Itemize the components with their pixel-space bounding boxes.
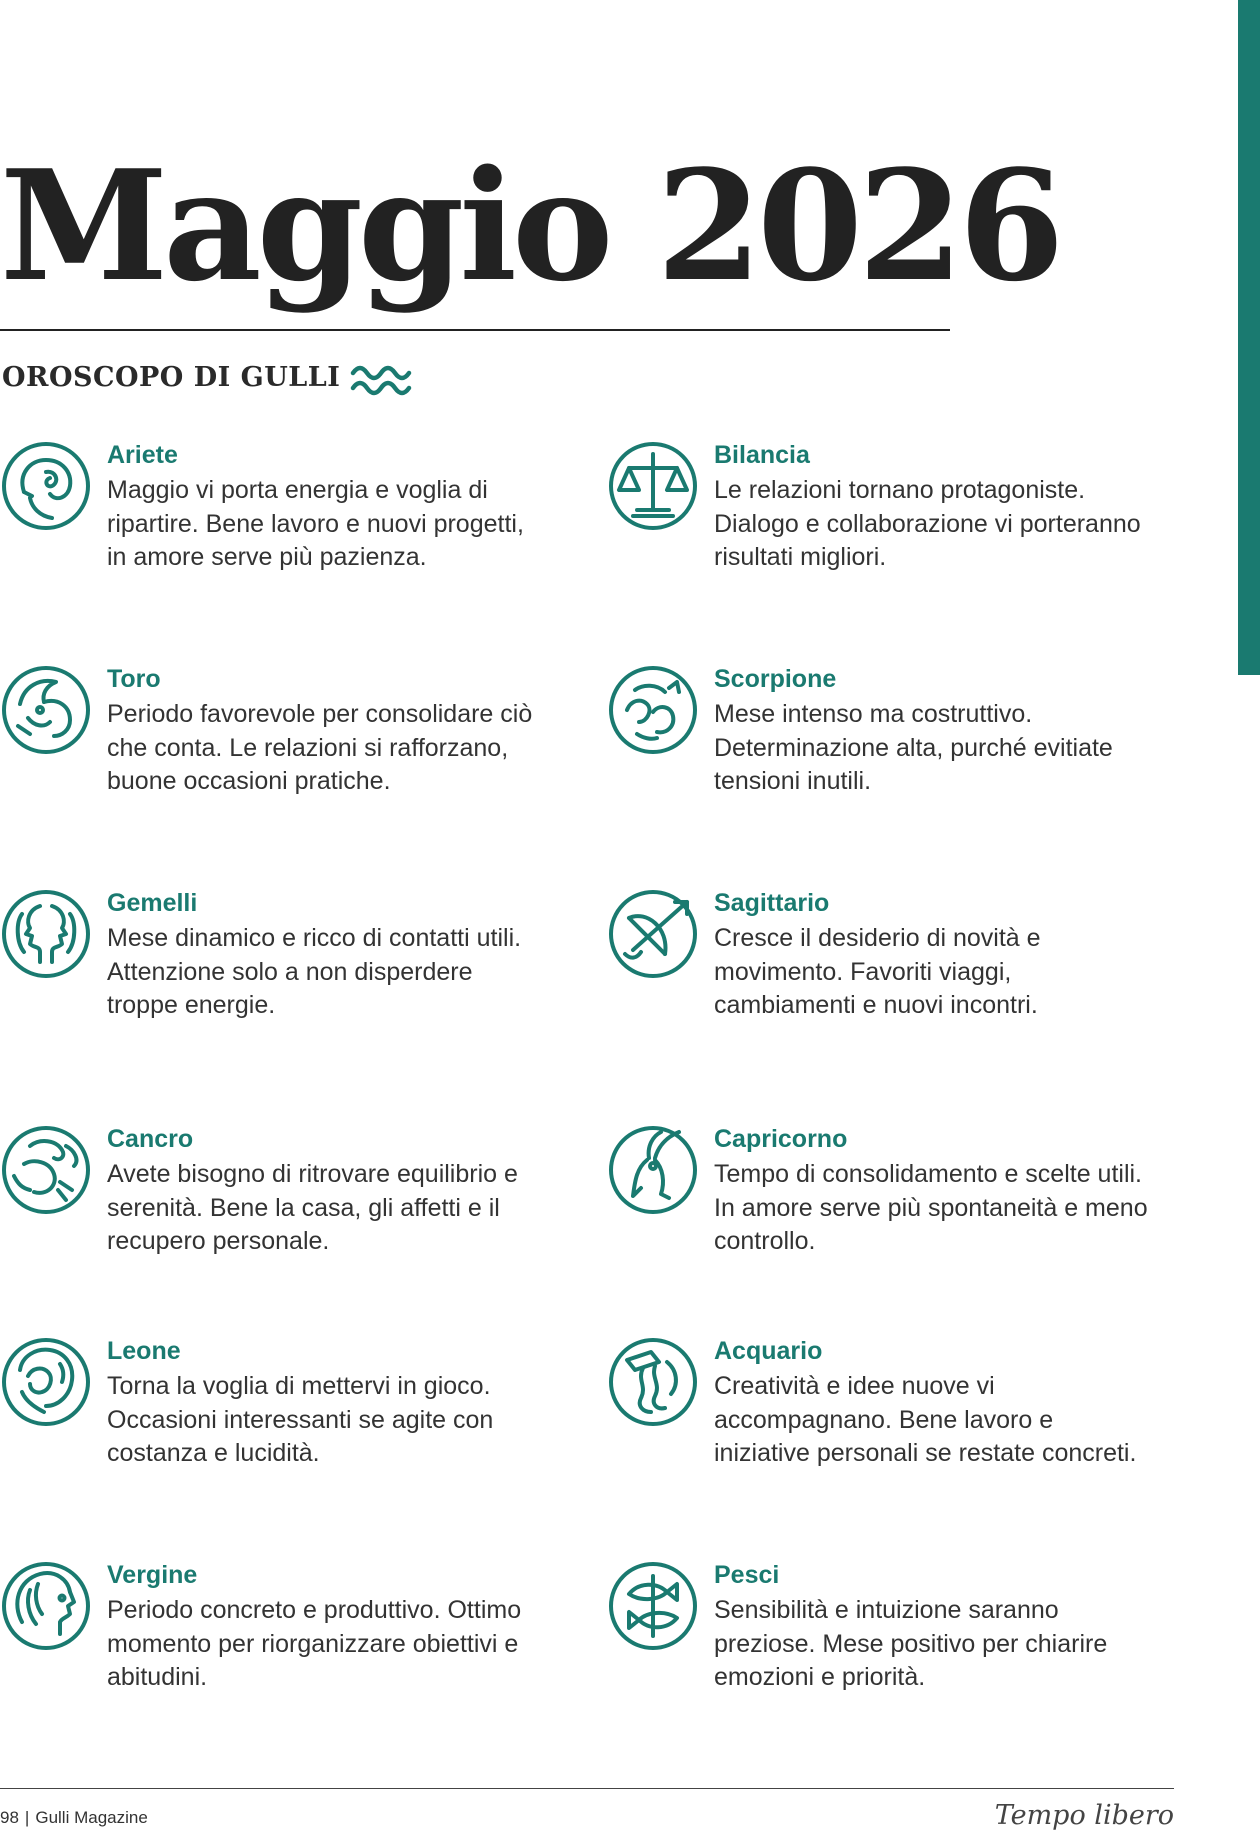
page-title: Maggio 2026 <box>0 136 1060 315</box>
sign-name: Cancro <box>107 1125 194 1153</box>
sign-name: Gemelli <box>107 889 198 917</box>
sign-text: Mese dinamico e ricco di contatti utili. Attenzione solo a non disperdere troppe energie. <box>107 924 522 1019</box>
aries-icon <box>0 440 92 532</box>
sign-name: Bilancia <box>714 441 810 469</box>
section-subtitle: OROSCOPO DI GULLI <box>2 362 341 393</box>
magazine-name: Gulli Magazine <box>35 1808 148 1827</box>
leo-icon <box>0 1336 92 1428</box>
sign-text: Creatività e idee nuove vi accompagnano. Bene lavoro e iniziative personali se restate concreti. <box>714 1372 1137 1467</box>
title-divider <box>0 329 950 331</box>
sign-text: Le relazioni tornano protagoniste. Dialogo e collaborazione vi porteranno risultati migliori. <box>714 476 1141 571</box>
page-number: 98 <box>0 1808 19 1827</box>
sign-name: Scorpione <box>714 665 837 693</box>
footer-divider <box>0 1788 1174 1789</box>
footer-info <box>0 1808 148 1828</box>
sign-text: Maggio vi porta energia e voglia di ripartire. Bene lavoro e nuovi progetti, in amore serve più pazienza. <box>107 476 524 571</box>
libra-icon <box>607 440 699 532</box>
sign-name: Ariete <box>107 441 178 469</box>
virgo-icon <box>0 1560 92 1652</box>
pisces-icon <box>607 1560 699 1652</box>
gemini-icon <box>0 888 92 980</box>
taurus-icon <box>0 664 92 756</box>
sign-name: Vergine <box>107 1561 198 1589</box>
sign-text: Periodo favorevole per consolidare ciò che conta. Le relazioni si rafforzano, buone occasioni pratiche. <box>107 700 533 795</box>
sign-name: Capricorno <box>714 1125 848 1153</box>
sign-text: Sensibilità e intuizione saranno preziose. Mese positivo per chiarire emozioni e priorità. <box>714 1596 1108 1691</box>
sign-name: Sagittario <box>714 889 830 917</box>
sign-text: Mese intenso ma costruttivo. Determinazione alta, purché evitiate tensioni inutili. <box>714 700 1113 795</box>
sign-text: Avete bisogno di ritrovare equilibrio e serenità. Bene la casa, gli affetti e il recupero personale. <box>107 1160 518 1255</box>
sign-text: Torna la voglia di mettervi in gioco. Occasioni interessanti se agite con costanza e lucidità. <box>107 1372 494 1467</box>
cancer-icon <box>0 1124 92 1216</box>
sign-text: Periodo concreto e produttivo. Ottimo momento per riorganizzare obiettivi e abitudini. <box>107 1596 522 1691</box>
aquarius-icon <box>607 1336 699 1428</box>
aquarius-waves-icon <box>350 360 412 396</box>
sign-name: Pesci <box>714 1561 780 1589</box>
sagittarius-icon <box>607 888 699 980</box>
sign-name: Toro <box>107 665 161 693</box>
sign-text: Cresce il desiderio di novità e movimento. Favoriti viaggi, cambiamenti e nuovi incontri. <box>714 924 1041 1019</box>
sign-name: Acquario <box>714 1337 823 1365</box>
footer-separator: | <box>24 1808 30 1827</box>
sign-name: Leone <box>107 1337 181 1365</box>
scorpio-icon <box>607 664 699 756</box>
sign-text: Tempo di consolidamento e scelte utili. In amore serve più spontaneità e meno controllo. <box>714 1160 1148 1255</box>
section-label: Tempo libero <box>994 1800 1174 1831</box>
capricorn-icon <box>607 1124 699 1216</box>
side-accent-bar <box>1238 0 1260 675</box>
